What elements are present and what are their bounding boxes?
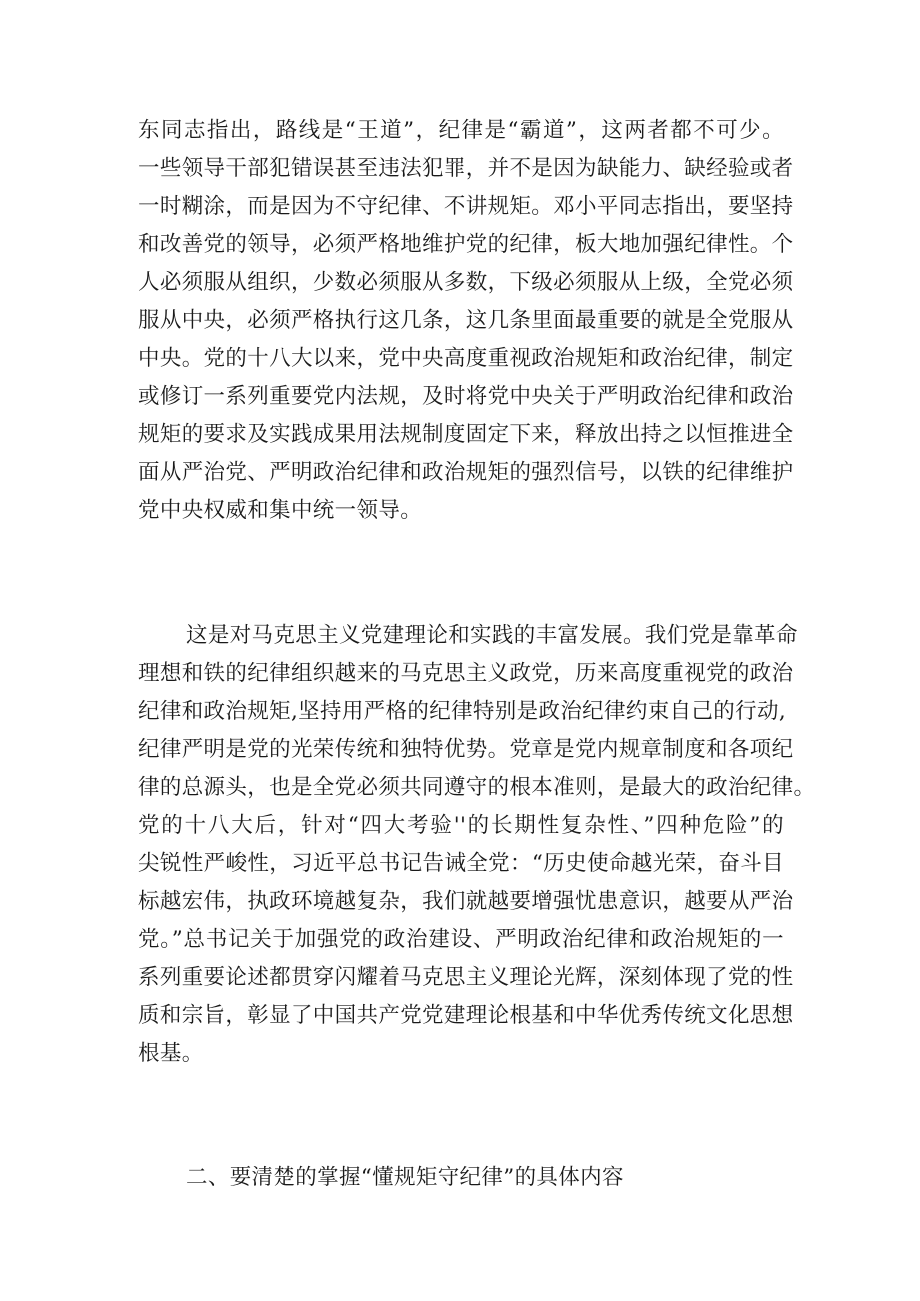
- paragraph-line: 根基。: [138, 1041, 204, 1066]
- paragraph-line: 律的总源头，也是全党必须共同遵守的根本准则，是最大的政治纪律。: [138, 775, 816, 800]
- paragraph-line: 东同志指出，路线是“王道”，纪律是“霸道”，这两者都不可少。: [138, 118, 784, 143]
- paragraph-line: 和改善党的领导，必须严格地维护党的纪律，板大地加强纪律性。个: [138, 232, 794, 257]
- paragraph-line: 质和宗旨，彰显了中国共产党党建理论根基和中华优秀传统文化思想: [138, 1003, 794, 1028]
- paragraph-line: 党的十八大后，针对“四大考验''的长期性复杂性、”四种危险”的: [138, 813, 784, 838]
- paragraph-line: 理想和铁的纪律组织越来的马克思主义政党，历来高度重视党的政治: [138, 661, 794, 686]
- body-paragraph-1: [138, 112, 794, 530]
- paragraph-line: 服从中央，必须严格执行这几条，这几条里面最重要的就是全党服从: [138, 308, 794, 333]
- paragraph-line: 标越宏伟，执政环境越复杂，我们就越要增强忧患意识，越要从严治: [138, 889, 794, 914]
- paragraph-line: 纪律严明是党的光荣传统和独特优势。党章是党内规章制度和各项纪: [138, 737, 794, 762]
- paragraph-line: 党中央权威和集中统一领导。: [138, 498, 423, 523]
- paragraph-line: 一时糊涂，而是因为不守纪律、不讲规矩。邓小平同志指出，要坚持: [138, 194, 794, 219]
- paragraph-line: 或修订一系列重要党内法规，及时将党中央关于严明政治纪律和政治: [138, 384, 794, 409]
- paragraph-line: 中央。党的十八大以来，党中央高度重视政治规矩和政治纪律，制定: [138, 346, 794, 371]
- paragraph-line: 面从严治党、严明政治纪律和政治规矩的强烈信号，以铁的纪律维护: [138, 460, 794, 485]
- paragraph-line: 党。”总书记关于加强党的政治建设、严明政治纪律和政治规矩的一: [138, 927, 784, 952]
- paragraph-line: 尖锐性严峻性，习近平总书记告诫全党：“历史使命越光荣，奋斗目: [138, 851, 784, 876]
- paragraph-line: 一些领导干部犯错误甚至违法犯罪，并不是因为缺能力、缺经验或者: [138, 156, 794, 181]
- paragraph-line: 纪律和政治规矩,坚持用严格的纪律特别是政治纪律约束自己的行动,: [138, 699, 787, 724]
- section-heading: 二、要清楚的掌握“懂规矩守纪律”的具体内容: [186, 1165, 624, 1190]
- paragraph-line: 系列重要论述都贯穿闪耀着马克思主义理论光辉，深刻体现了党的性: [138, 965, 794, 990]
- body-paragraph-2: [138, 617, 816, 1073]
- paragraph-line: 人必须服从组织，少数必须服从多数，下级必须服从上级，全党必须: [138, 270, 794, 295]
- paragraph-line: 这是对马克思主义党建理论和实践的丰富发展。我们党是靠革命: [186, 623, 798, 648]
- paragraph-line: 规矩的要求及实践成果用法规制度固定下来，释放出持之以恒推进全: [138, 422, 794, 447]
